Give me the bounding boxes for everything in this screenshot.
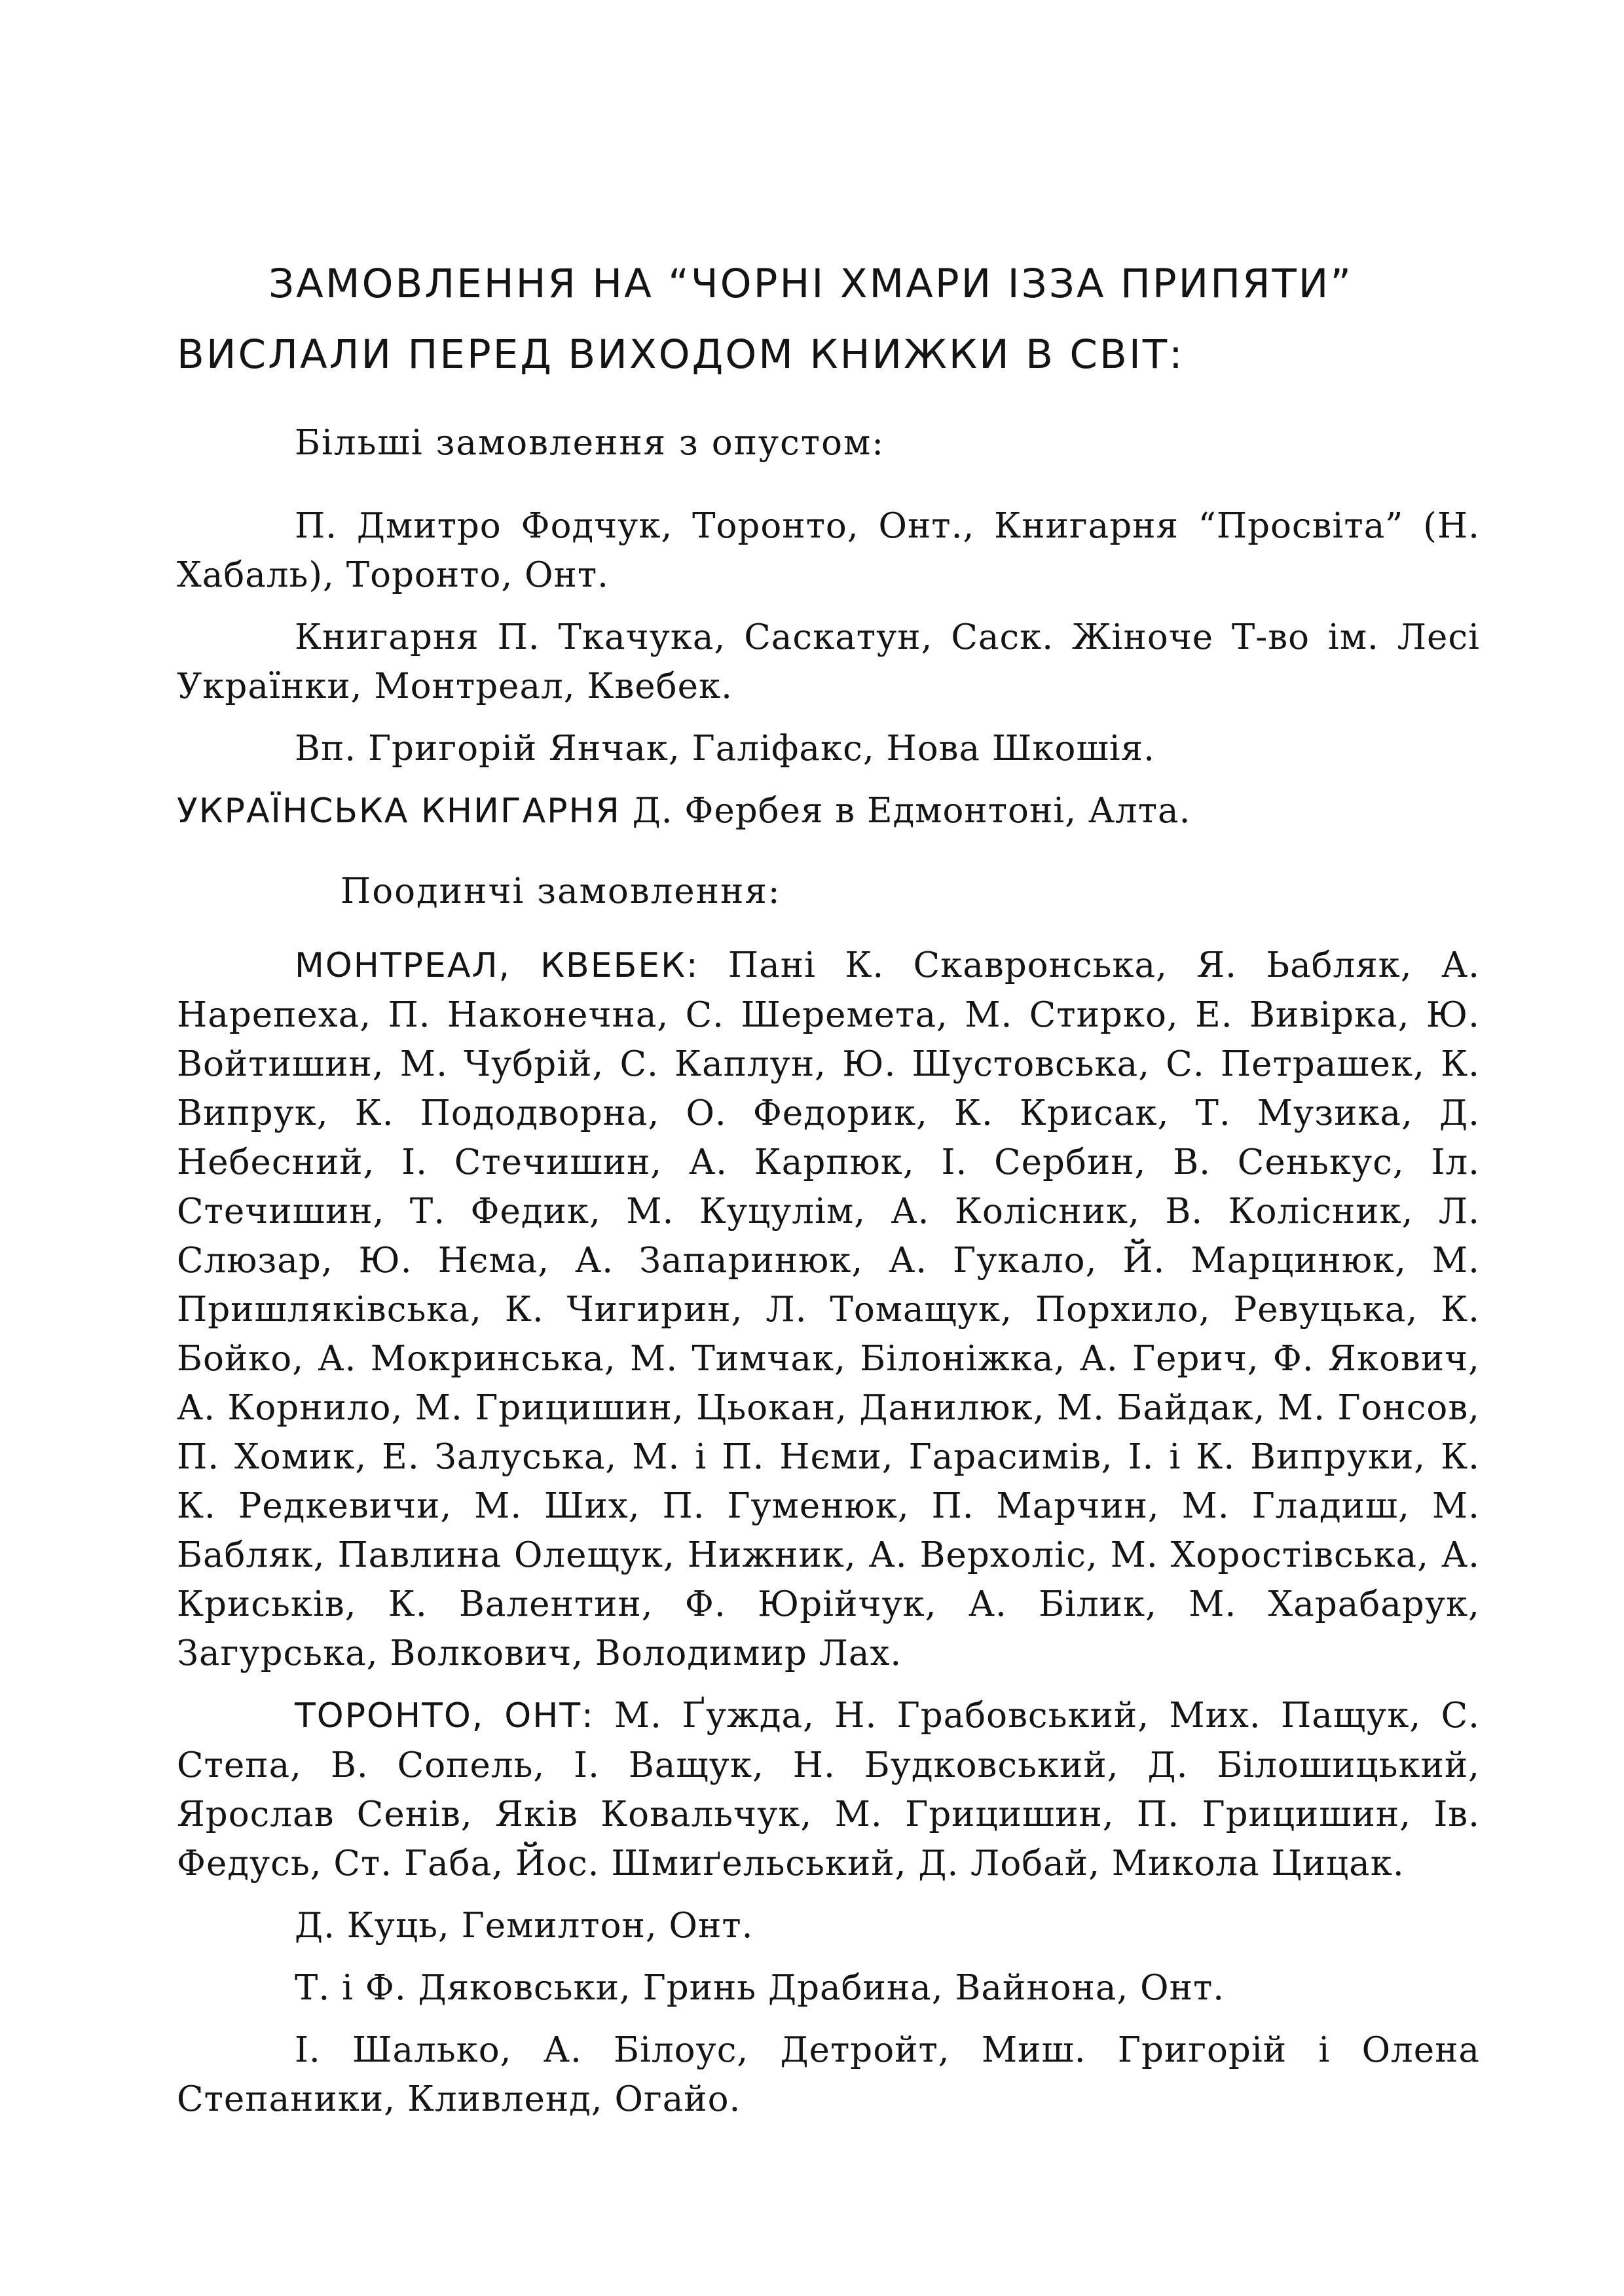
bulk-orders-heading: Більші замовлення з опустом: (295, 423, 885, 463)
montreal-label: МОНТРЕАЛ, КВЕБЕК: (295, 946, 699, 985)
toronto-names: М. Ґужда, Н. Грабовський, Мих. Пащук, С. Степа, В. Сопель, І. Ващук, Н. Будковський, Д. Білошицький, Ярослав Сенів, Яків Ковальчук, М. Грицишин, П. Грицишин, Ів. Федусь, Ст. Габа, Йос. Шмиґельський, Д. Лобай, Микола Цицак. (177, 1696, 1480, 1884)
toronto-label: ТОРОНТО, ОНТ: (295, 1696, 595, 1736)
bulk-order-paragraph-2: Книгарня П. Ткачука, Саскатун, Саск. Жіноче Т-во ім. Лесі Українки, Монтреал, Квебек. (177, 617, 1480, 706)
other-order-paragraph-3: І. Шалько, А. Білоус, Детройт, Миш. Григорій і Олена Степаники, Кливленд, Огайо. (177, 2030, 1480, 2119)
montreal-orders-paragraph (177, 941, 1480, 1678)
single-orders-heading: Поодинчі замовлення: (341, 871, 781, 911)
toronto-orders-paragraph (177, 1691, 1480, 1888)
other-order-paragraph-1: Д. Куць, Гемилтон, Онт. (295, 1906, 754, 1946)
text-block (177, 249, 1480, 2137)
bulk-order-paragraph-1: П. Дмитро Фодчук, Торонто, Онт., Книгарня “Просвіта” (Н. Хабаль), Торонто, Онт. (177, 506, 1480, 595)
bookstore-name-caps: УКРАЇНСЬКА КНИГАРНЯ (177, 792, 621, 831)
bulk-order-paragraph-3: Вп. Григорій Янчак, Галіфакс, Нова Шкошія. (295, 729, 1155, 769)
page-title (177, 249, 1480, 390)
title-line-1: ЗАМОВЛЕННЯ НА “ЧОРНІ ХМАРИ ІЗЗА ПРИПЯТИ” (268, 261, 1354, 307)
title-line-2: ВИСЛАЛИ ПЕРЕД ВИХОДОМ КНИЖКИ В СВІТ: (177, 331, 1185, 378)
other-order-paragraph-2: Т. і Ф. Дяковськи, Гринь Драбина, Вайнона, Онт. (295, 1968, 1225, 2008)
bulk-order-paragraph-4 (177, 786, 1480, 836)
montreal-names: Пані К. Скавронська, Я. Ьабляк, А. Нарепеха, П. Наконечна, С. Шеремета, М. Стирко, Е. Вивірка, Ю. Войтишин, М. Чубрій, С. Каплун, Ю. Шустовська, С. Петрашек, К. Випрук, К. Пододворна, О. Федорик, К. Крисак, Т. Музика, Д. Небесний, І. Стечишин, А. Карпюк, І. Сербин, В. Сенькус, Іл. Стечишин, Т. Федик, М. Куцулім, А. Колісник, В. Колісник, Л. Слюзар, Ю. Нєма, А. Запаринюк, А. Гукало, Й. Марцинюк, М. Пришляківська, К. Чигирин, Л. Томащук, Порхило, Ревуцька, К. Бойко, А. Мокринська, М. Тимчак, Білоніжка, А. Герич, Ф. Якович, А. Корнило, М. Грицишин, Цьокан, Данилюк, М. Байдак, М. Гонсов, П. Хомик, Е. Залуська, М. і П. Нєми, Гарасимів, І. і К. Випруки, К. К. Редкевичи, М. Ших, П. Гуменюк, П. Марчин, М. Гладиш, М. Бабляк, Павлина Олещук, Нижник, А. Верхоліс, М. Хоростівська, А. Криськів, К. Валентин, Ф. Юрійчук, А. Білик, М. Харабарук, Загурська, Волкович, Володимир Лах. (177, 945, 1480, 1673)
bookstore-name-rest: Д. Фербея в Едмонтоні, Алта. (620, 791, 1191, 831)
